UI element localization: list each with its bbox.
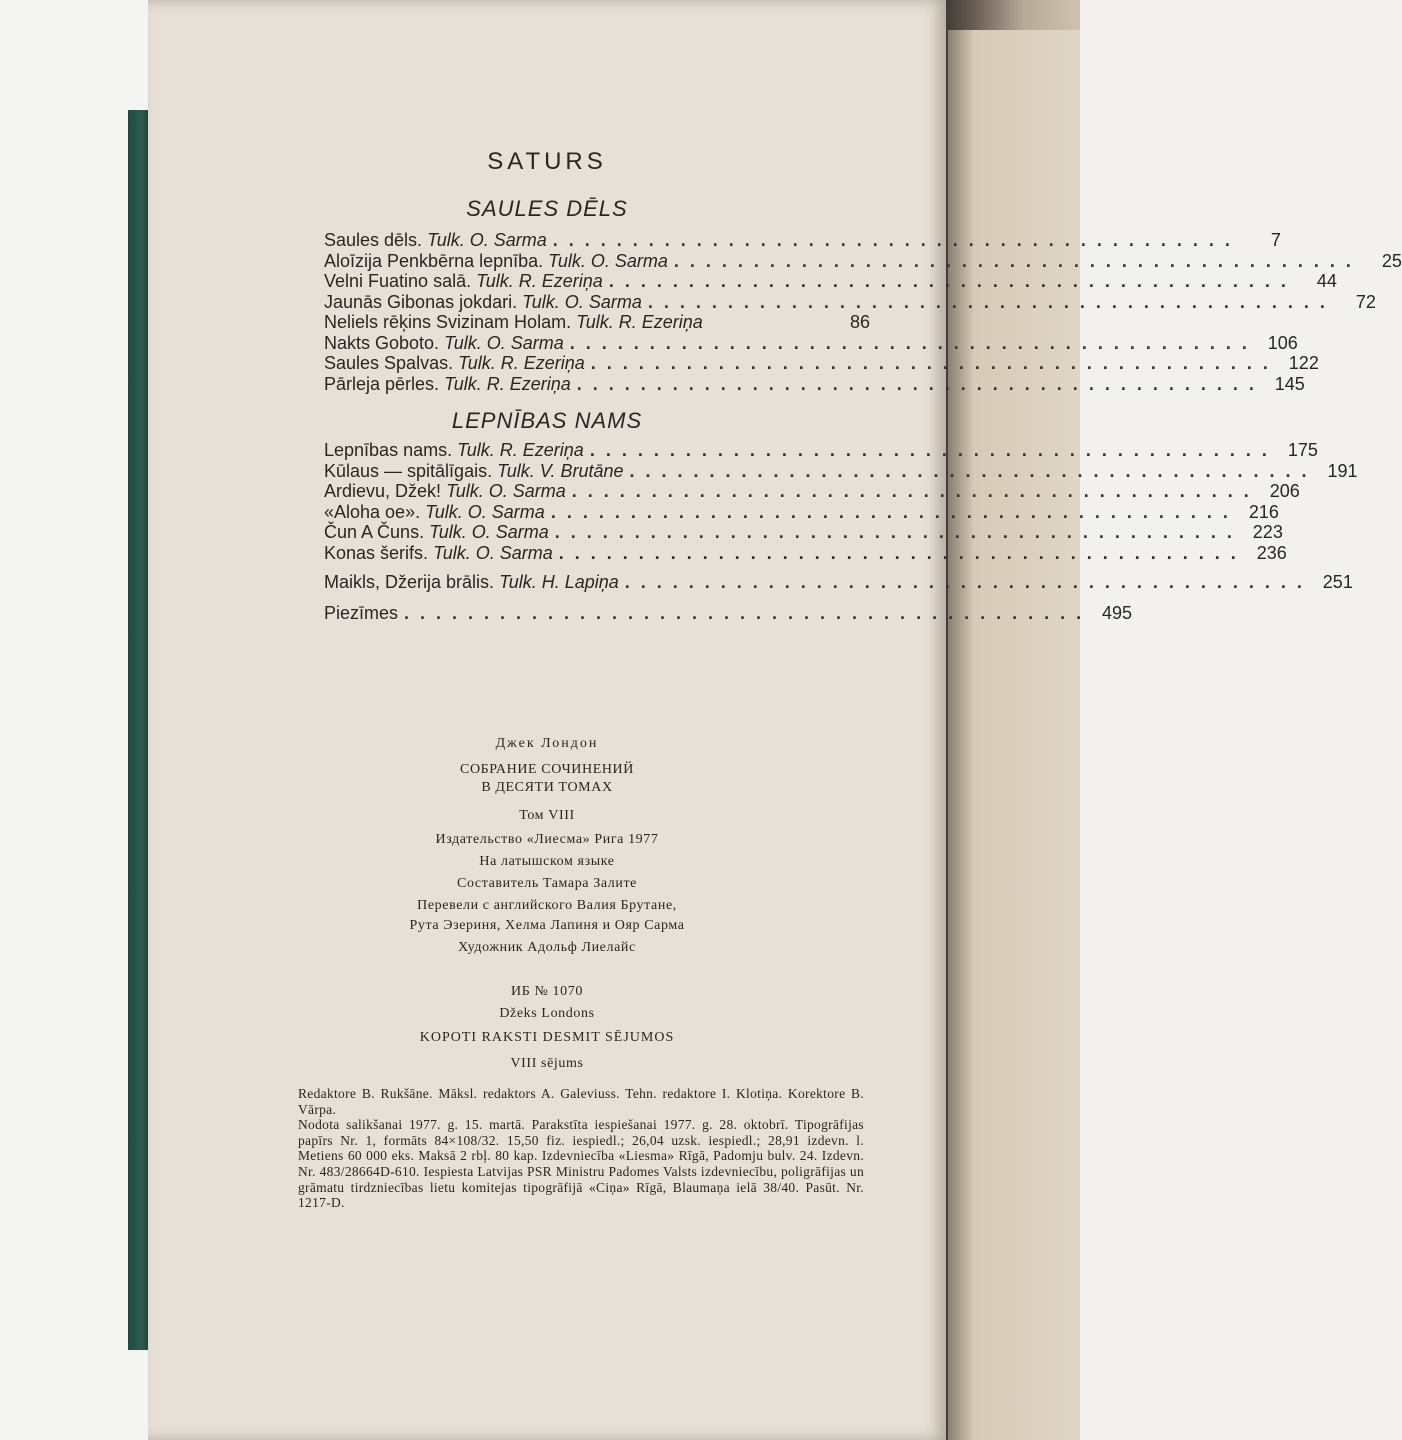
toc-list-lepnibas-nams [324,440,1358,563]
russian-volume: Том VIII [519,808,575,823]
toc-entry: Piezīmes ........................................... 495 [324,602,1133,623]
toc-entry: Aloīzija Penkbērna lepnība. Tulk. O. Sarma ........................................... 25 [324,250,1402,271]
russian-author: Джек Лондон [495,736,599,751]
russian-language: На латышском языке [479,854,615,869]
toc-entry: Lepnības nams. Tulk. R. Ezeriņa ........................................... 175 [324,440,1318,460]
book-cover-edge [128,110,150,1350]
toc-entry: Saules Spalvas. Tulk. R. Ezeriņa ........................................... 122 [324,353,1319,373]
latvian-volume: VIII sējums [510,1056,584,1071]
section-title-lepnibas-nams: LEPNĪBAS NAMS [451,408,643,433]
section-title-saules-dels: SAULES DĒLS [466,196,628,221]
latvian-title: KOPOTI RAKSTI DESMIT SĒJUMOS [419,1030,675,1045]
toc-entry: Pārleja pērles. Tulk. R. Ezeriņa ........................................... 145 [324,373,1305,394]
toc-list-extra [324,572,1353,623]
russian-publisher: Издательство «Лиесма» Рига 1977 [435,832,659,847]
imprint-block [298,1086,864,1211]
imprint-editors: Redaktore B. Rukšāne. Māksl. redaktors A. Galeviuss. Tehn. redaktore I. Klotiņa. Korektore B. Vārpa. [298,1086,864,1117]
latvian-author: Džeks Londons [499,1006,595,1021]
toc-title: SATURS [487,148,607,175]
russian-translators-line2: Рута Эзериня, Хелма Лапиня и Ояр Сарма [409,918,685,933]
toc-entry: Nakts Goboto. Tulk. O. Sarma ........................................... 106 [324,332,1298,353]
russian-title-line2: В ДЕСЯТИ ТОМАХ [481,780,613,795]
toc-entry: Čun A Čuns. Tulk. O. Sarma ........................................... 223 [324,522,1283,542]
russian-title-line1: СОБРАНИЕ СОЧИНЕНИЙ [460,762,634,777]
toc-entry: «Aloha oe». Tulk. O. Sarma ........................................... 216 [324,501,1279,522]
toc-entry: Ardievu, Džek! Tulk. O. Sarma ........................................... 206 [324,481,1300,501]
toc-entry: Neliels rēķins Svizinam Holam. Tulk. R. Ezeriņa 86 [324,312,870,332]
toc-entry: Jaunās Gibonas jokdari. Tulk. O. Sarma ........................................... 72 [324,291,1376,312]
toc-entry: Saules dēls. Tulk. O. Sarma ........................................... 7 [324,230,1281,250]
book-page [148,0,1402,1440]
ib-number: ИБ № 1070 [511,984,583,999]
russian-compiler: Составитель Тамара Залите [457,876,637,891]
toc-entry: Konas šerifs. Tulk. O. Sarma ........................................... 236 [324,542,1287,563]
toc-list-saules-dels [324,230,1402,394]
imprint-print-details: Nodota salikšanai 1977. g. 15. martā. Parakstīta iespiešanai 1977. g. 28. oktobrī. Tipogrāfijas papīrs Nr. 1, formāts 84×108/32. 15,50 fiz. iespiedl.; 26,04 uzsk. iespiedl.; 28,91 izdevn. l. Metiens 60 000 eks. Maksā 2 rbļ. 80 kap. Izdevniecība «Liesma» Rīgā, Padomju bulv. 24. Izdevn. Nr. 483/28664D-610. Iespiesta Latvijas PSR Ministru Padomes Valsts izdevniecību, poligrāfijas un grāmatu tirdzniecības lietu komitejas tipogrāfijā «Ciņa» Rīgā, Blaumaņa ielā 38/40. Pasūt. Nr. 1217-D. [298,1117,864,1211]
toc-entry: Maikls, Džerija brālis. Tulk. H. Lapiņa ........................................... 251 [324,572,1353,592]
russian-translators-line1: Перевели с английского Валия Брутане, [417,898,677,913]
russian-artist: Художник Адольф Лиелайс [458,940,636,955]
toc-entry: Velni Fuatino salā. Tulk. R. Ezeriņa ........................................... 44 [324,271,1337,291]
toc-entry: Kūlaus — spitālīgais. Tulk. V. Brutāne ........................................... 191 [324,460,1358,481]
